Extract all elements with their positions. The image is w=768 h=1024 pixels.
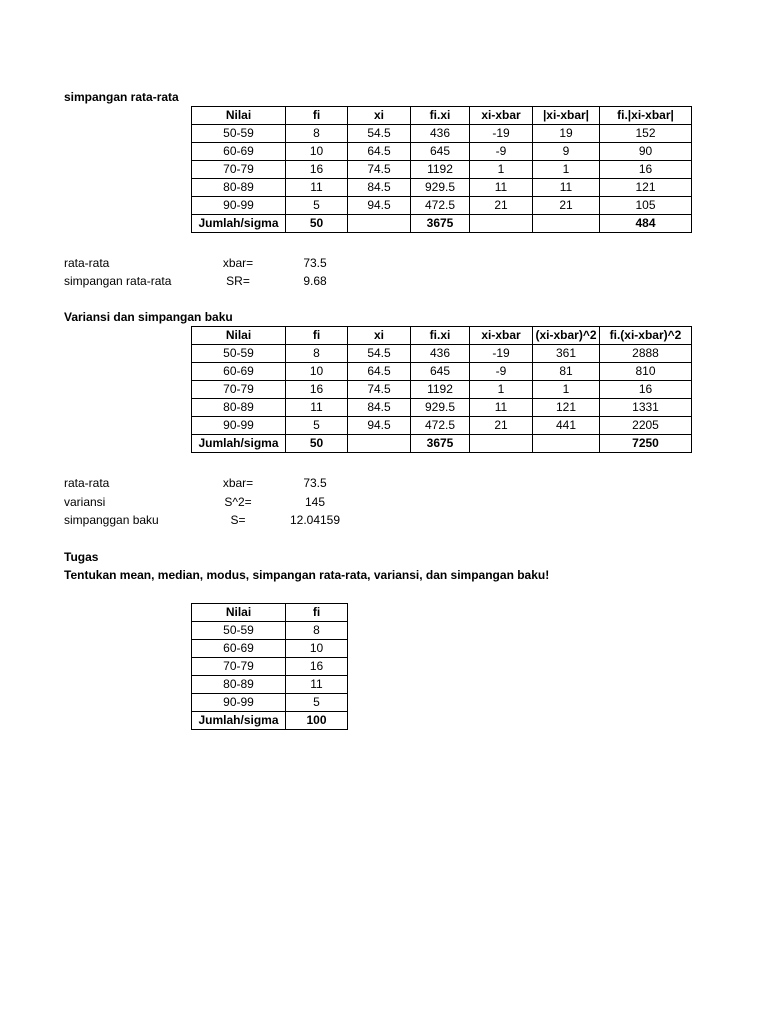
table-cell: 21	[470, 197, 533, 215]
table-row	[192, 676, 348, 694]
table-cell: 60-69	[192, 363, 286, 381]
stat-label: rata-rata	[64, 256, 110, 270]
table-cell	[470, 435, 533, 453]
table-cell: 8	[286, 622, 348, 640]
table-cell: 74.5	[348, 161, 411, 179]
table-cell: xi	[348, 327, 411, 345]
table-cell: 5	[286, 694, 348, 712]
table-cell: 2888	[600, 345, 692, 363]
stat-symbol: S^2=	[224, 495, 252, 509]
table-cell: 50-59	[192, 125, 286, 143]
table-cell: 441	[533, 417, 600, 435]
table-cell: 8	[286, 345, 348, 363]
table-cell: 1331	[600, 399, 692, 417]
table-cell	[470, 215, 533, 233]
table-cell: xi-xbar	[470, 327, 533, 345]
table-total-row	[192, 215, 692, 233]
table-cell: 645	[411, 143, 470, 161]
stat-value: 73.5	[303, 476, 327, 490]
table-cell: 50-59	[192, 345, 286, 363]
stat-value: 12.04159	[289, 513, 341, 527]
table-cell: 8	[286, 125, 348, 143]
table-row	[192, 417, 692, 435]
table-cell: 16	[286, 381, 348, 399]
table-cell: 5	[286, 417, 348, 435]
table-cell: 11	[286, 676, 348, 694]
table-cell: 5	[286, 197, 348, 215]
table-cell: 74.5	[348, 381, 411, 399]
table-cell: 70-79	[192, 381, 286, 399]
table-cell: 810	[600, 363, 692, 381]
table-cell: 80-89	[192, 179, 286, 197]
table-cell: 645	[411, 363, 470, 381]
table-cell: 152	[600, 125, 692, 143]
table-cell: 16	[600, 161, 692, 179]
table-cell: 472.5	[411, 197, 470, 215]
table-cell: 436	[411, 345, 470, 363]
table-cell: 16	[286, 658, 348, 676]
table-cell: 84.5	[348, 399, 411, 417]
table-cell: 11	[470, 399, 533, 417]
table-cell: 1	[470, 381, 533, 399]
table-cell: 90-99	[192, 197, 286, 215]
table-row	[192, 658, 348, 676]
table-cell: 50	[286, 435, 348, 453]
stat-symbol: xbar=	[222, 476, 254, 490]
table-mean-deviation	[191, 106, 692, 233]
table-row	[192, 143, 692, 161]
table-cell: 472.5	[411, 417, 470, 435]
table-cell: 19	[533, 125, 600, 143]
table-row	[192, 622, 348, 640]
table-cell: -9	[470, 143, 533, 161]
stat-symbol: S=	[230, 513, 246, 527]
table-cell: Jumlah/sigma	[192, 435, 286, 453]
table-row	[192, 381, 692, 399]
table-cell: 50-59	[192, 622, 286, 640]
table-cell: 90-99	[192, 694, 286, 712]
table-cell: xi	[348, 107, 411, 125]
table-cell: 16	[286, 161, 348, 179]
table-cell: 81	[533, 363, 600, 381]
table-cell	[533, 435, 600, 453]
table-header-row	[192, 107, 692, 125]
table-cell: 3675	[411, 435, 470, 453]
table-cell: fi.|xi-xbar|	[600, 107, 692, 125]
table-cell: 54.5	[348, 125, 411, 143]
table-cell: 80-89	[192, 676, 286, 694]
table-cell: Nilai	[192, 327, 286, 345]
table-cell: -19	[470, 125, 533, 143]
stat-value: 145	[304, 495, 326, 509]
table-cell: 1	[470, 161, 533, 179]
table-header-row	[192, 327, 692, 345]
table-total-row	[192, 435, 692, 453]
table-row	[192, 161, 692, 179]
table-cell: 80-89	[192, 399, 286, 417]
table-cell: 11	[286, 179, 348, 197]
table-cell: 7250	[600, 435, 692, 453]
table-total-row	[192, 712, 348, 730]
table-row	[192, 399, 692, 417]
table-cell: 60-69	[192, 640, 286, 658]
table-cell: fi	[286, 327, 348, 345]
table-cell: Nilai	[192, 604, 286, 622]
table-cell: 105	[600, 197, 692, 215]
section3-title: Tugas	[64, 550, 99, 564]
table-cell	[533, 215, 600, 233]
stat-label: simpanggan baku	[64, 513, 159, 527]
section1-title: simpangan rata-rata	[64, 90, 179, 104]
table-cell: 121	[600, 179, 692, 197]
table-cell: xi-xbar	[470, 107, 533, 125]
table-cell: 16	[600, 381, 692, 399]
table-cell: 929.5	[411, 399, 470, 417]
table-cell: 54.5	[348, 345, 411, 363]
table-cell: fi.(xi-xbar)^2	[600, 327, 692, 345]
table-cell: 10	[286, 143, 348, 161]
table-cell: 90-99	[192, 417, 286, 435]
stat-label: variansi	[64, 495, 106, 509]
table-cell: Jumlah/sigma	[192, 712, 286, 730]
table-cell: 10	[286, 363, 348, 381]
table-cell: 60-69	[192, 143, 286, 161]
table-cell: 1192	[411, 381, 470, 399]
table-row	[192, 179, 692, 197]
table-row	[192, 694, 348, 712]
table-header-row	[192, 604, 348, 622]
table-cell: 9	[533, 143, 600, 161]
table-cell: 11	[286, 399, 348, 417]
table-cell: 50	[286, 215, 348, 233]
table-cell: 1	[533, 381, 600, 399]
table-cell: fi.xi	[411, 107, 470, 125]
table-cell: 121	[533, 399, 600, 417]
stat-label: rata-rata	[64, 476, 110, 490]
table-cell: Jumlah/sigma	[192, 215, 286, 233]
table-task	[191, 603, 348, 730]
table-cell: 94.5	[348, 417, 411, 435]
table-row	[192, 640, 348, 658]
table-cell: fi	[286, 107, 348, 125]
table-cell: 10	[286, 640, 348, 658]
task-instruction: Tentukan mean, median, modus, simpangan rata-rata, variansi, dan simpangan baku!	[64, 568, 550, 582]
table-cell: (xi-xbar)^2	[533, 327, 600, 345]
table-row	[192, 363, 692, 381]
table-cell: 11	[470, 179, 533, 197]
table-cell: 84.5	[348, 179, 411, 197]
stat-symbol: xbar=	[222, 256, 254, 270]
table-cell: 100	[286, 712, 348, 730]
table-cell: 21	[533, 197, 600, 215]
stat-label: simpangan rata-rata	[64, 274, 172, 288]
table-cell: 929.5	[411, 179, 470, 197]
table-cell: 3675	[411, 215, 470, 233]
table-cell: 1192	[411, 161, 470, 179]
table-cell: fi	[286, 604, 348, 622]
table-cell: -9	[470, 363, 533, 381]
table-cell	[348, 435, 411, 453]
stat-symbol: SR=	[226, 274, 250, 288]
table-cell: 484	[600, 215, 692, 233]
table-variance	[191, 326, 692, 453]
table-cell: |xi-xbar|	[533, 107, 600, 125]
table-cell: Nilai	[192, 107, 286, 125]
table-cell: -19	[470, 345, 533, 363]
table-cell: 11	[533, 179, 600, 197]
table-cell: 21	[470, 417, 533, 435]
table-row	[192, 197, 692, 215]
table-cell: fi.xi	[411, 327, 470, 345]
table-cell: 64.5	[348, 363, 411, 381]
table-row	[192, 345, 692, 363]
table-cell: 70-79	[192, 161, 286, 179]
table-cell: 436	[411, 125, 470, 143]
stat-value: 9.68	[303, 274, 327, 288]
table-cell: 64.5	[348, 143, 411, 161]
table-cell: 70-79	[192, 658, 286, 676]
table-row	[192, 125, 692, 143]
section2-title: Variansi dan simpangan baku	[64, 310, 233, 324]
table-cell: 94.5	[348, 197, 411, 215]
table-cell: 1	[533, 161, 600, 179]
table-cell	[348, 215, 411, 233]
table-cell: 361	[533, 345, 600, 363]
table-cell: 90	[600, 143, 692, 161]
table-cell: 2205	[600, 417, 692, 435]
stat-value: 73.5	[303, 256, 327, 270]
